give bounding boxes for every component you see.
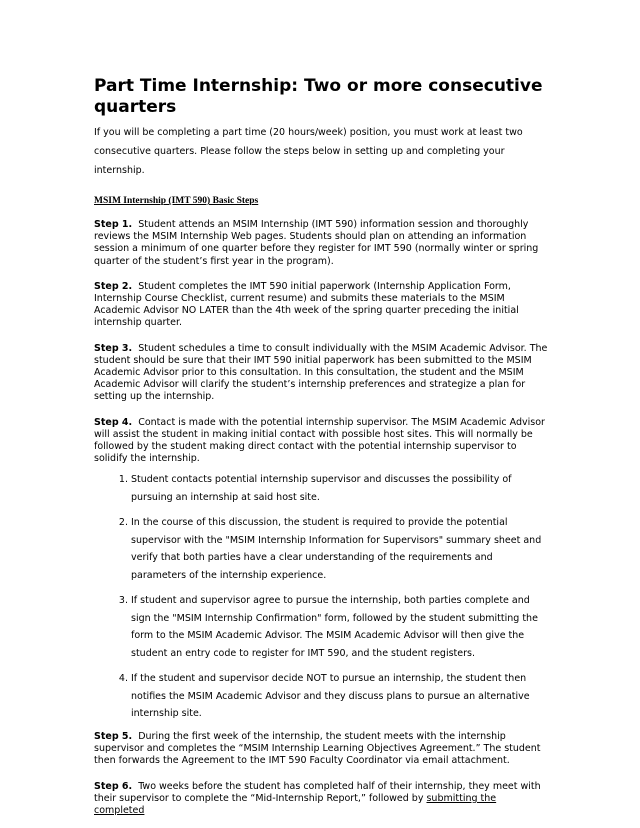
step-label: Step 3. (94, 342, 133, 354)
step-label: Step 4. (94, 416, 133, 428)
step-4-substeps (94, 471, 549, 723)
step-text: Student completes the IMT 590 initial paperwork (Internship Application Form, Internship Course Checklist, current resume) and submits these materials to the MSIM Academic Advisor NO LATER than the 4th week of the spring quarter preceding the initial internship quarter. (94, 280, 519, 329)
section-heading: MSIM Internship (IMT 590) Basic Steps (94, 196, 259, 206)
step-4 (94, 417, 549, 466)
step-6 (94, 781, 549, 818)
step-2 (94, 281, 549, 330)
step-label: Step 5. (94, 730, 133, 742)
step-5 (94, 731, 549, 768)
step-text: Two weeks before the student has completed half of their internship, they meet with their supervisor to complete the “Mid-Internship Report,” followed by (94, 780, 541, 804)
list-item: 4. If the student and supervisor decide NOT to pursue an internship, the student then notifies the MSIM Academic Advisor and they discuss plans to pursue an alternative internship site. (131, 670, 549, 723)
step-text: Contact is made with the potential internship supervisor. The MSIM Academic Advisor will assist the student in making initial contact with possible host sites. This will normally be followed by the student making direct contact with the potential internship supervisor to solidify the internship. (94, 416, 545, 465)
step-label: Step 2. (94, 280, 133, 292)
document-page (94, 76, 549, 817)
step-text: During the first week of the internship, the student meets with the internship supervisor and completes the “MSIM Internship Learning Objectives Agreement.” The student then forwards the Agreement to the IMT 590 Faculty Coordinator via email attachment. (94, 730, 541, 767)
step-1 (94, 219, 549, 268)
step-3 (94, 343, 549, 404)
step-label: Step 6. (94, 780, 133, 792)
submitting-link[interactable]: submitting the completed (94, 792, 497, 816)
list-item: 1. Student contacts potential internship supervisor and discusses the possibility of pursuing an internship at said host site. (131, 471, 549, 506)
intro-paragraph: If you will be completing a part time (20 hours/week) position, you must work at least two consecutive quarters. Please follow the steps below in setting up and completing your internship. (94, 127, 523, 176)
page-title: Part Time Internship: Two or more consecutive quarters (94, 76, 543, 117)
list-item: 3. If student and supervisor agree to pursue the internship, both parties complete and sign the "MSIM Internship Confirmation" form, followed by the student submitting the form to the MSIM Academic Advisor. The MSIM Academic Advisor will then give the student an entry code to register for IMT 590, and the student registers. (131, 592, 549, 662)
list-item: 2. In the course of this discussion, the student is required to provide the potential supervisor with the "MSIM Internship Information for Supervisors" summary sheet and verify that both parties have a clear understanding of the requirements and parameters of the internship experience. (131, 514, 549, 584)
step-text: Student schedules a time to consult individually with the MSIM Academic Advisor. The student should be sure that their IMT 590 initial paperwork has been submitted to the MSIM Academic Advisor prior to this consultation. In this consultation, the student and the MSIM Academic Advisor will clarify the student’s internship preferences and strategize a plan for setting up the internship. (94, 342, 548, 403)
step-text: Student attends an MSIM Internship (IMT 590) information session and thoroughly reviews the MSIM Internship Web pages. Students should plan on attending an information session a minimum of one quarter before they register for IMT 590 (normally winter or spring quarter of the student’s first year in the program). (94, 219, 539, 267)
step-label: Step 1. (94, 219, 133, 230)
